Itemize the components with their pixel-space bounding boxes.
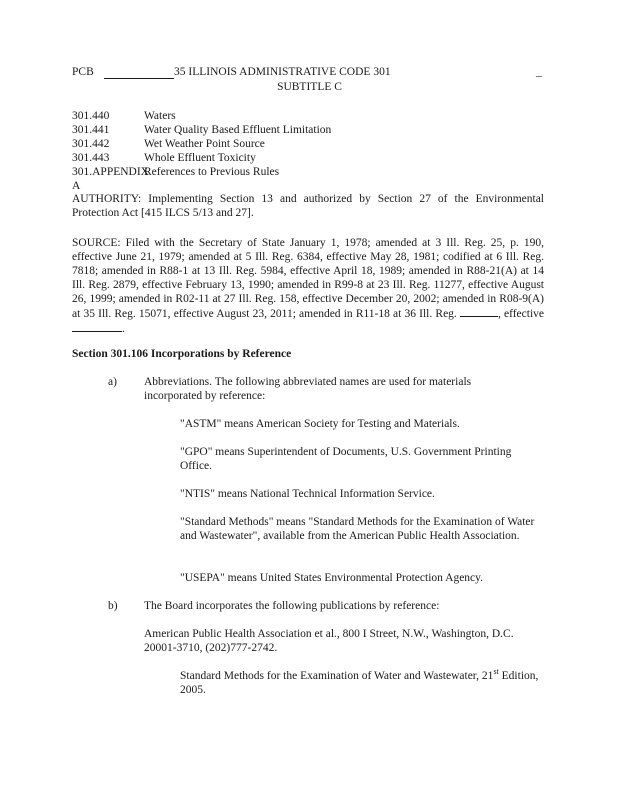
header-dash: _	[536, 66, 542, 78]
definition-standard-methods: "Standard Methods" means "Standard Methods for the Examination of Water and Wastewater", available from the American Public Health Association.	[180, 516, 535, 542]
source-effective: , effective	[497, 308, 545, 320]
toc-number: 301.442	[72, 138, 110, 150]
source-text: SOURCE: Filed with the Secretary of State January 1, 1978; amended at 3 Ill. Reg. 25, p. 190, effective June 21, 1979; amended at 5 Ill. Reg. 6384, effective May 28, 1981; codified at 6 Ill. Reg. 7818; amended in R88-1 at 13 Ill. Reg. 5984, effective April 18, 1989; amended in R88-21(A) at 14 Ill. Reg. 2879, effective February 13, 1990; amended in R99-8 at 23 Ill. Reg. 11277, effective August 26, 1999; amended in R02-11 at 27 Ill. Reg. 158, effective December 20, 2002; amended in R08-9(A) at 35 Ill. Reg. 15071, effective August 23, 2011; amended in R11-18 at 36 Ill. Reg.	[72, 237, 544, 320]
reg-blank	[460, 306, 498, 317]
definition-gpo: "GPO" means Superintendent of Documents, U.S. Government Printing Office.	[180, 446, 512, 472]
toc-row	[72, 151, 331, 165]
toc-row	[72, 123, 331, 137]
standard-methods-entry	[180, 669, 540, 697]
toc-row	[72, 165, 331, 192]
toc-title: Water Quality Based Effluent Limitation	[144, 124, 332, 136]
source-paragraph	[72, 236, 544, 336]
header-code-title: 35 ILLINOIS ADMINISTRATIVE CODE 301	[174, 66, 391, 78]
toc-row	[72, 137, 331, 151]
toc-number: 301.440	[72, 110, 110, 122]
toc-title: Wet Weather Point Source	[144, 138, 265, 150]
section-heading: Section 301.106 Incorporations by Reference	[72, 348, 292, 360]
toc-number: 301.APPENDIX A	[72, 166, 149, 192]
header-rule	[104, 78, 174, 79]
toc-number: 301.441	[72, 124, 110, 136]
toc-title: Waters	[144, 110, 176, 122]
definition-ntis: "NTIS" means National Technical Information Service.	[180, 488, 435, 500]
definition-usepa: "USEPA" means United States Environmental Protection Agency.	[180, 572, 484, 584]
publisher-entry: American Public Health Association et al., 800 I Street, N.W., Washington, D.C. 20001-3710, (202)777-2742.	[144, 628, 514, 654]
toc-title: Whole Effluent Toxicity	[144, 152, 256, 164]
standard-methods-title: Standard Methods for the Examination of Water and Wastewater, 21	[180, 670, 494, 682]
item-b-marker: b)	[108, 600, 118, 612]
toc-title: References to Previous Rules	[144, 166, 280, 178]
table-of-contents	[72, 109, 332, 192]
item-a-text: Abbreviations. The following abbreviated names are used for materials incorporated by reference:	[144, 376, 472, 402]
item-a-marker: a)	[108, 376, 117, 388]
ordinal-suffix: st	[493, 667, 499, 677]
definition-astm: "ASTM" means American Society for Testing and Materials.	[180, 418, 460, 430]
date-blank	[72, 321, 122, 332]
header-pcb: PCB	[72, 66, 94, 78]
standard-methods-edition: Edition, 2005.	[180, 670, 539, 696]
authority-paragraph: AUTHORITY: Implementing Section 13 and authorized by Section 27 of the Environmental Protection Act [415 ILCS 5/13 and 27].	[72, 193, 544, 219]
header-subtitle: SUBTITLE C	[277, 81, 342, 93]
toc-row	[72, 109, 331, 123]
source-end: .	[122, 323, 125, 335]
toc-number: 301.443	[72, 152, 110, 164]
item-b-text: The Board incorporates the following publications by reference:	[144, 600, 440, 612]
